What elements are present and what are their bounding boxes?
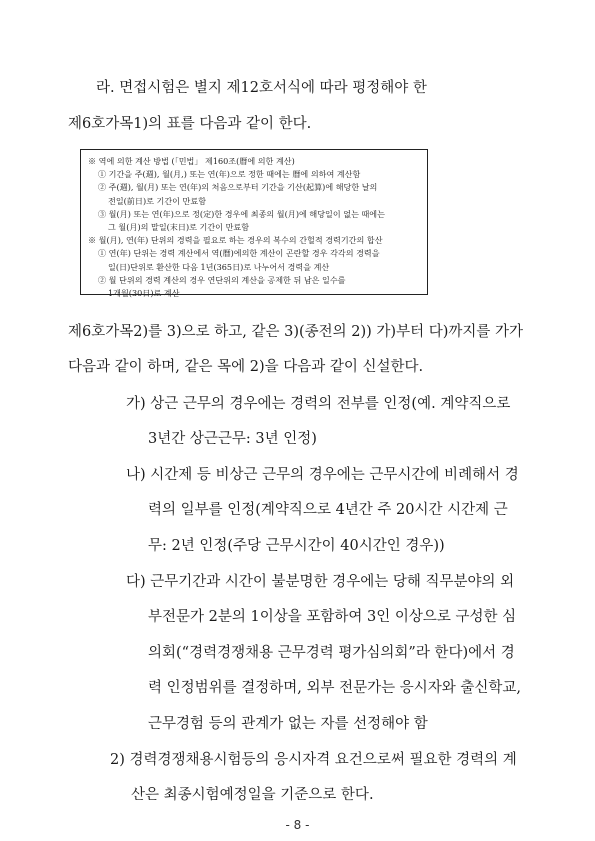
item-ga-line: 가) 상근 근무의 경우에는 경력의 전부를 인정(예. 계약직으로 bbox=[126, 396, 511, 412]
page-number: - 8 - bbox=[285, 818, 310, 832]
body-paragraph-line: 제6호가목2)를 3)으로 하고, 같은 3)(종전의 2)) 가)부터 다)까지를 가가 bbox=[68, 324, 524, 340]
note-line: 일(日)단위로 환산한 다음 1년(365日)로 나누어서 경력을 계산 bbox=[108, 261, 330, 272]
item-na-line: 무: 2년 인정(주당 근무시간이 40시간인 경우)) bbox=[148, 538, 445, 554]
note-line: ① 기간을 주(週), 월(月,) 또는 연(年)으로 정한 때에는 曆에 의하여 계산함 bbox=[98, 169, 361, 180]
item-na-line: 력의 일부를 인정(계약직으로 4년간 주 20시간 시간제 근 bbox=[148, 502, 508, 518]
note-box bbox=[80, 149, 428, 299]
intro-line-2: 제6호가목1)의 표를 다음과 같이 한다. bbox=[68, 116, 312, 132]
body-paragraph-line: 다음과 같이 하며, 같은 목에 2)을 다음과 같이 신설한다. bbox=[68, 359, 424, 375]
note-line: ② 주(週), 월(月) 또는 연(年)의 처음으로부터 기간을 기산(起算)에 해당한 날의 bbox=[98, 182, 378, 193]
note-line: ※ 역에 의한 계산 방법 (「민법」 제160조(曆에 의한 계산) bbox=[88, 156, 295, 166]
note-line: 1개월(30日)로 계산 bbox=[108, 288, 180, 299]
note-line: ① 연(年) 단위는 경력 계산에서 역(曆)에의한 계산이 곤란할 경우 각각의 경력을 bbox=[98, 248, 380, 259]
note-line: ③ 월(月) 또는 연(年)으로 정(定)한 경우에 최종의 월(月)에 해당일이 없는 때에는 bbox=[98, 208, 385, 219]
item-da-line: 력 인정범위를 결정하며, 외부 전문가는 응시자와 출신학교, bbox=[148, 680, 522, 696]
item-ga-line: 3년간 상근근무: 3년 인정) bbox=[148, 431, 317, 447]
item-na-line: 나) 시간제 등 비상근 근무의 경우에는 근무시간에 비례해서 경 bbox=[126, 467, 519, 483]
item-2-line: 산은 최종시험예정일을 기준으로 한다. bbox=[131, 787, 374, 803]
item-da-line: 부전문가 2분의 1이상을 포함하여 3인 이상으로 구성한 심 bbox=[148, 609, 517, 625]
item-2-line: 2) 경력경쟁채용시험등의 응시자격 요건으로써 필요한 경력의 계 bbox=[110, 752, 517, 768]
item-da-line: 다) 근무기간과 시간이 불분명한 경우에는 당해 직무분야의 외 bbox=[126, 574, 515, 590]
intro-line-1: 라. 면접시험은 별지 제12호서식에 따라 평정해야 한 bbox=[96, 80, 427, 96]
item-da-line: 근무경험 등의 관계가 없는 자를 선정해야 함 bbox=[148, 716, 428, 732]
note-line: 그 월(月)의 말일(末日)로 기간이 만료함 bbox=[108, 222, 250, 233]
note-line: ② 월 단위의 경력 계산의 경우 연단위의 계산을 공제한 뒤 남은 일수를 bbox=[98, 274, 346, 285]
note-line: ※ 월(月), 연(年) 단위의 경력을 필요로 하는 경우의 복수의 간헐적 경력기간의 합산 bbox=[88, 235, 383, 246]
note-line: 전일(前日)로 기간이 만료함 bbox=[108, 195, 207, 206]
item-da-line: 의회(“경력경쟁채용 근무경력 평가심의회”라 한다)에서 경 bbox=[148, 645, 515, 661]
